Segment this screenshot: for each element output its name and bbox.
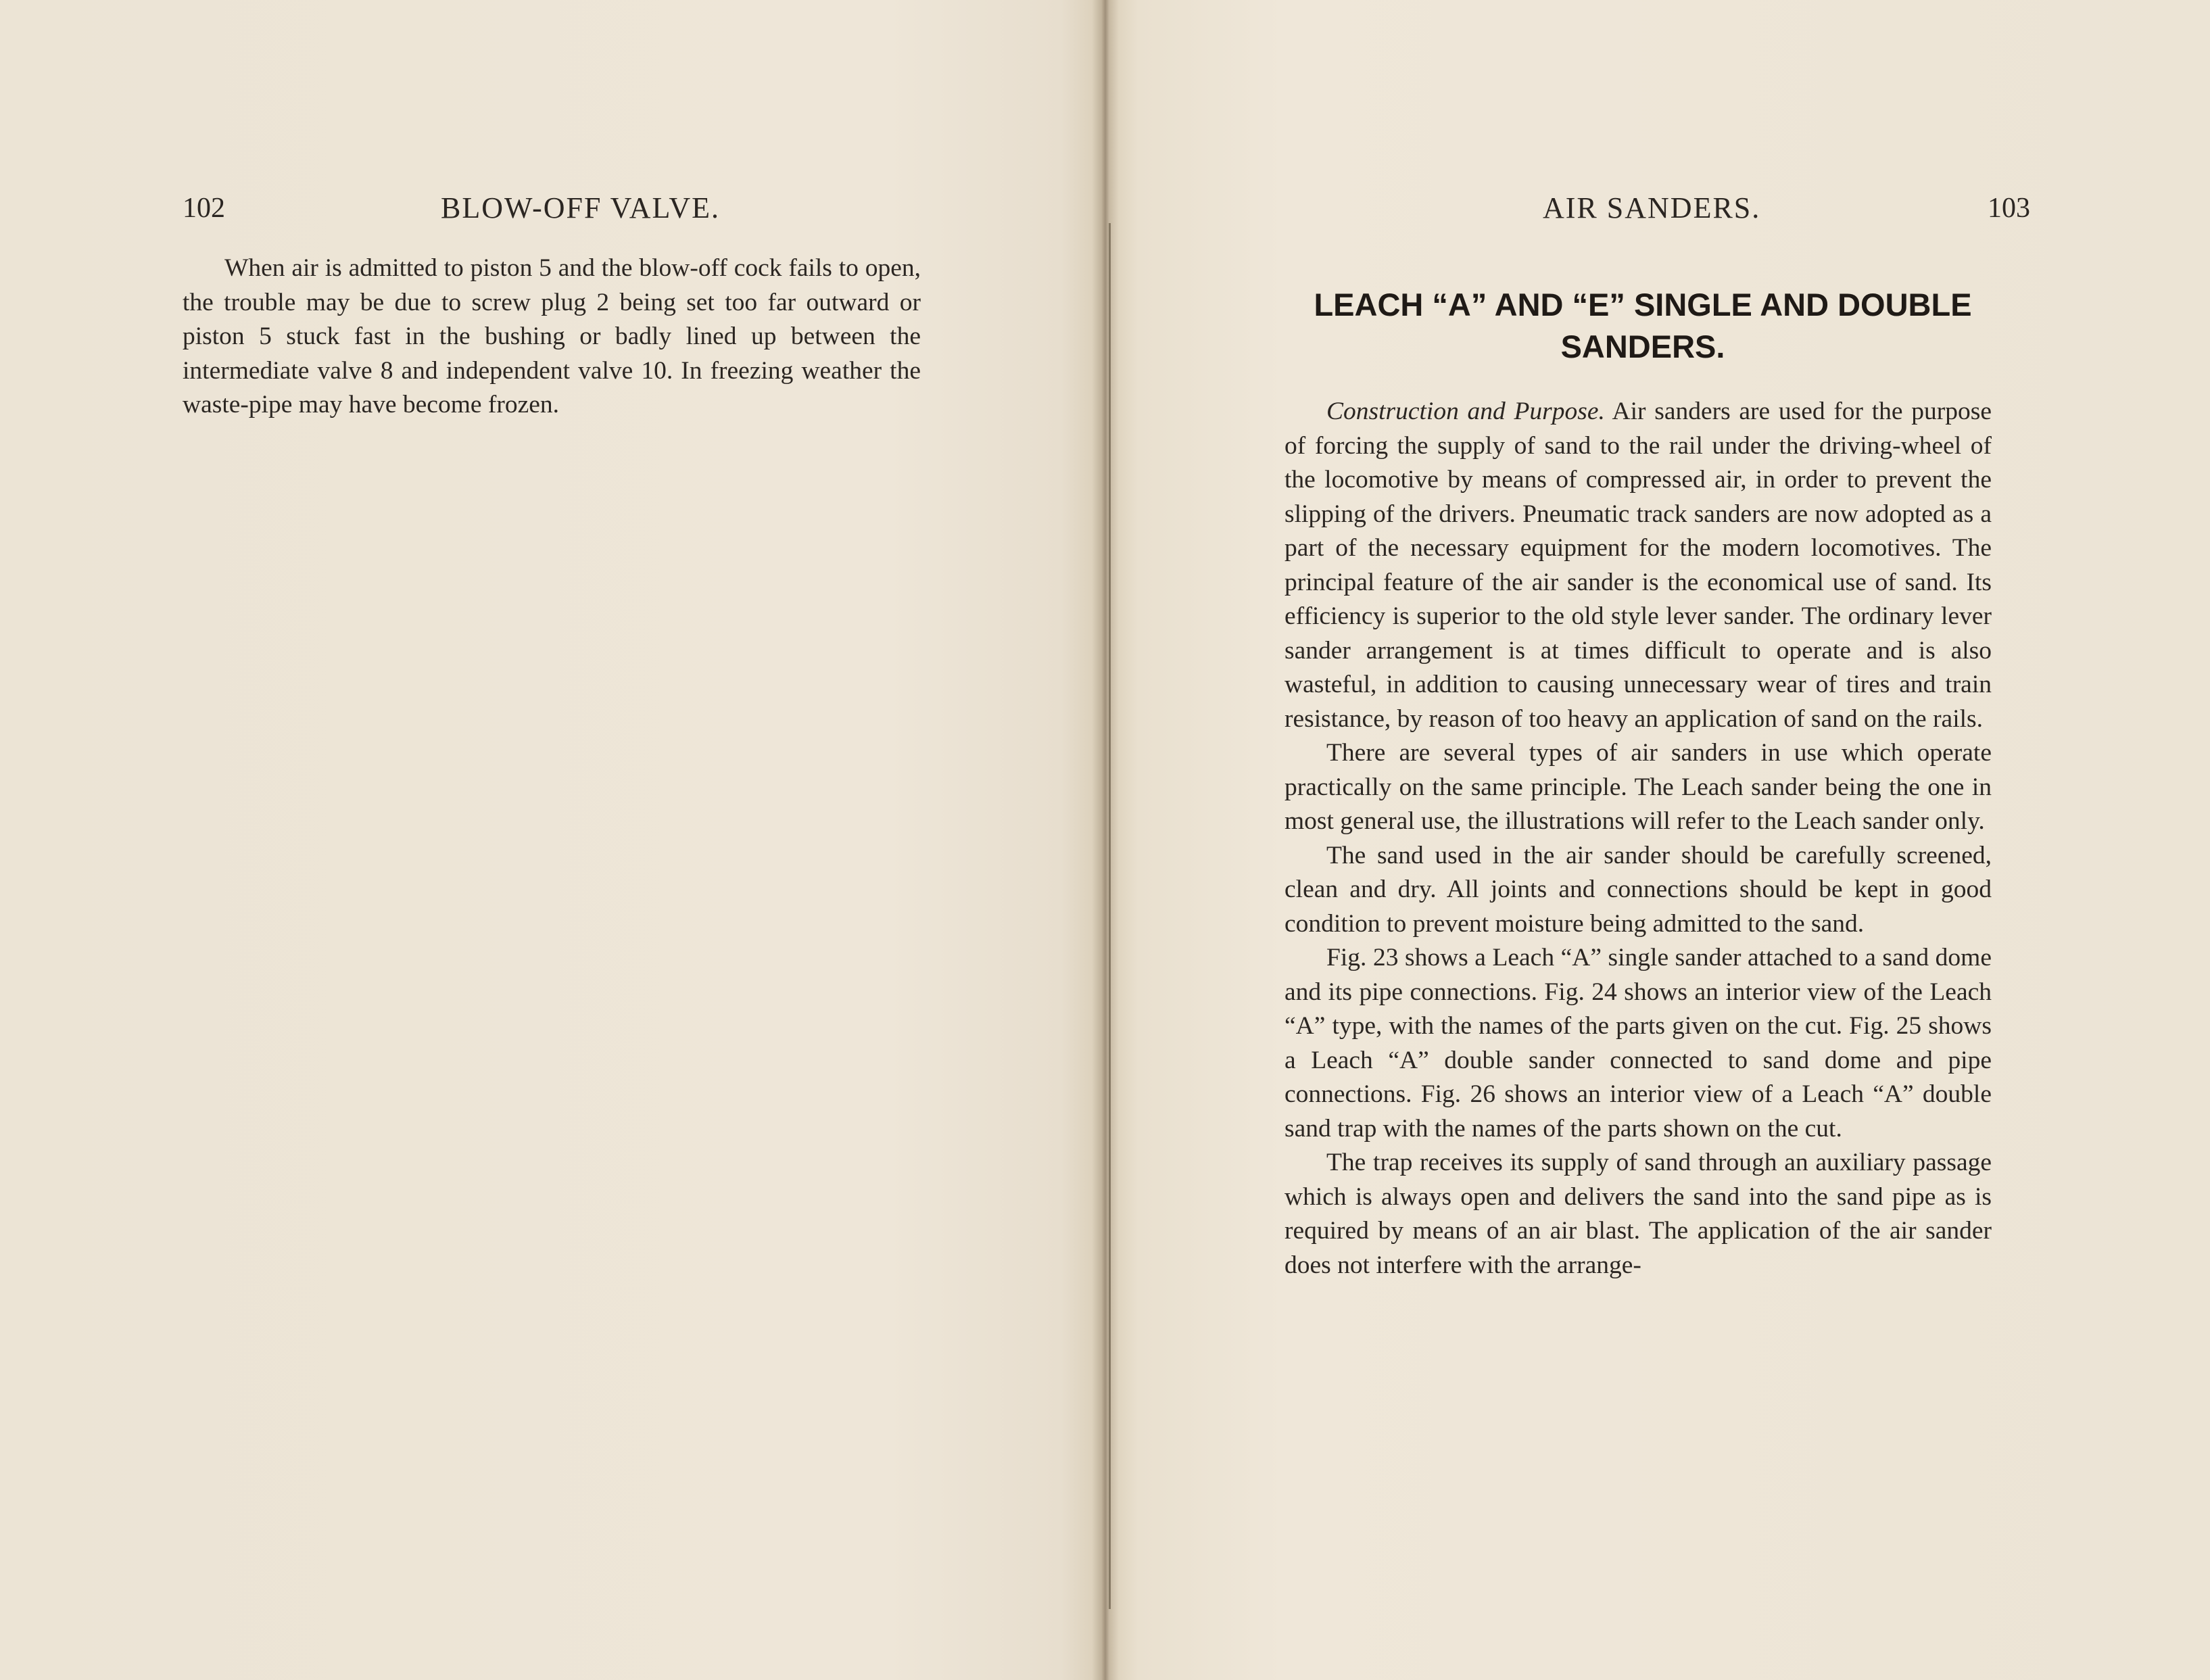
book-gutter — [1092, 0, 1119, 1680]
lead-in-phrase: Construction and Purpose. — [1326, 398, 1605, 425]
left-paragraph: When air is admitted to piston 5 and the blow-off cock fails to open, the trouble may be due to screw plug 2 being set too far outward or piston 5 stuck fast in the bushing or badly lined up between the intermediate valve 8 and independent valve 10. In freezing weather the waste-pipe may have become frozen. — [183, 254, 921, 418]
right-page-number: 103 — [1988, 193, 2030, 224]
right-paragraph-3: The sand used in the air sander should be carefully screened, clean and dry. All joints and connections should be kept in good condition to prevent moisture being admitted to the sand. — [1284, 841, 1992, 938]
right-paragraph-5: The trap receives its supply of sand through an auxiliary passage which is always open and delivers the sand into the sand pipe as is required by means of an air blast. The application of the air sander does not interfere with the arrange- — [1284, 1149, 1992, 1279]
right-body-text — [1284, 395, 1992, 1282]
right-page — [1115, 0, 2210, 1680]
right-paragraph-2: There are several types of air sanders in use which operate practically on the same principle. The Leach sander being the one in most general use, the illustrations will refer to the Leach sander only. — [1284, 739, 1992, 835]
right-paragraph-1 — [1284, 395, 1992, 736]
right-paragraph-4: Fig. 23 shows a Leach “A” single sander attached to a sand dome and its pipe connections. Fig. 24 shows an interior view of the Leach “A” type, with the names of the parts given on the cut. Fig. 25 shows a Leach “A” double sander connected to sand dome and pipe connections. Fig. 26 shows an interior view of a Leach “A” double sand trap with the names of the parts shown on the cut. — [1284, 944, 1992, 1143]
left-running-head: BLOW-OFF VALVE. — [441, 191, 721, 224]
left-page — [0, 0, 1095, 1680]
right-paragraph-1-text: Air sanders are used for the purpose of forcing the supply of sand to the rail under the driving-wheel of the locomotive by means of compressed air, in order to prevent the slipping of the drivers. Pneumatic track sanders are now adopted as a part of the necessary equipment for the modern locomotives. The principal feature of the air sander is the economical use of sand. Its efficiency is superior to the old style lever sander. The ordinary lever sander arrangement is at times difficult to operate and is also wasteful, in addition to causing unnecessary wear of tires and train resistance, by reason of too heavy an application of sand on the rails. — [1284, 398, 1992, 733]
binding-stitch-line — [1109, 223, 1111, 1609]
left-body-text — [183, 251, 921, 423]
right-running-head: AIR SANDERS. — [1543, 191, 1761, 224]
section-heading: LEACH “A” AND “E” SINGLE AND DOUBLE SANDERS. — [1314, 287, 1972, 364]
left-page-number: 102 — [183, 193, 225, 224]
